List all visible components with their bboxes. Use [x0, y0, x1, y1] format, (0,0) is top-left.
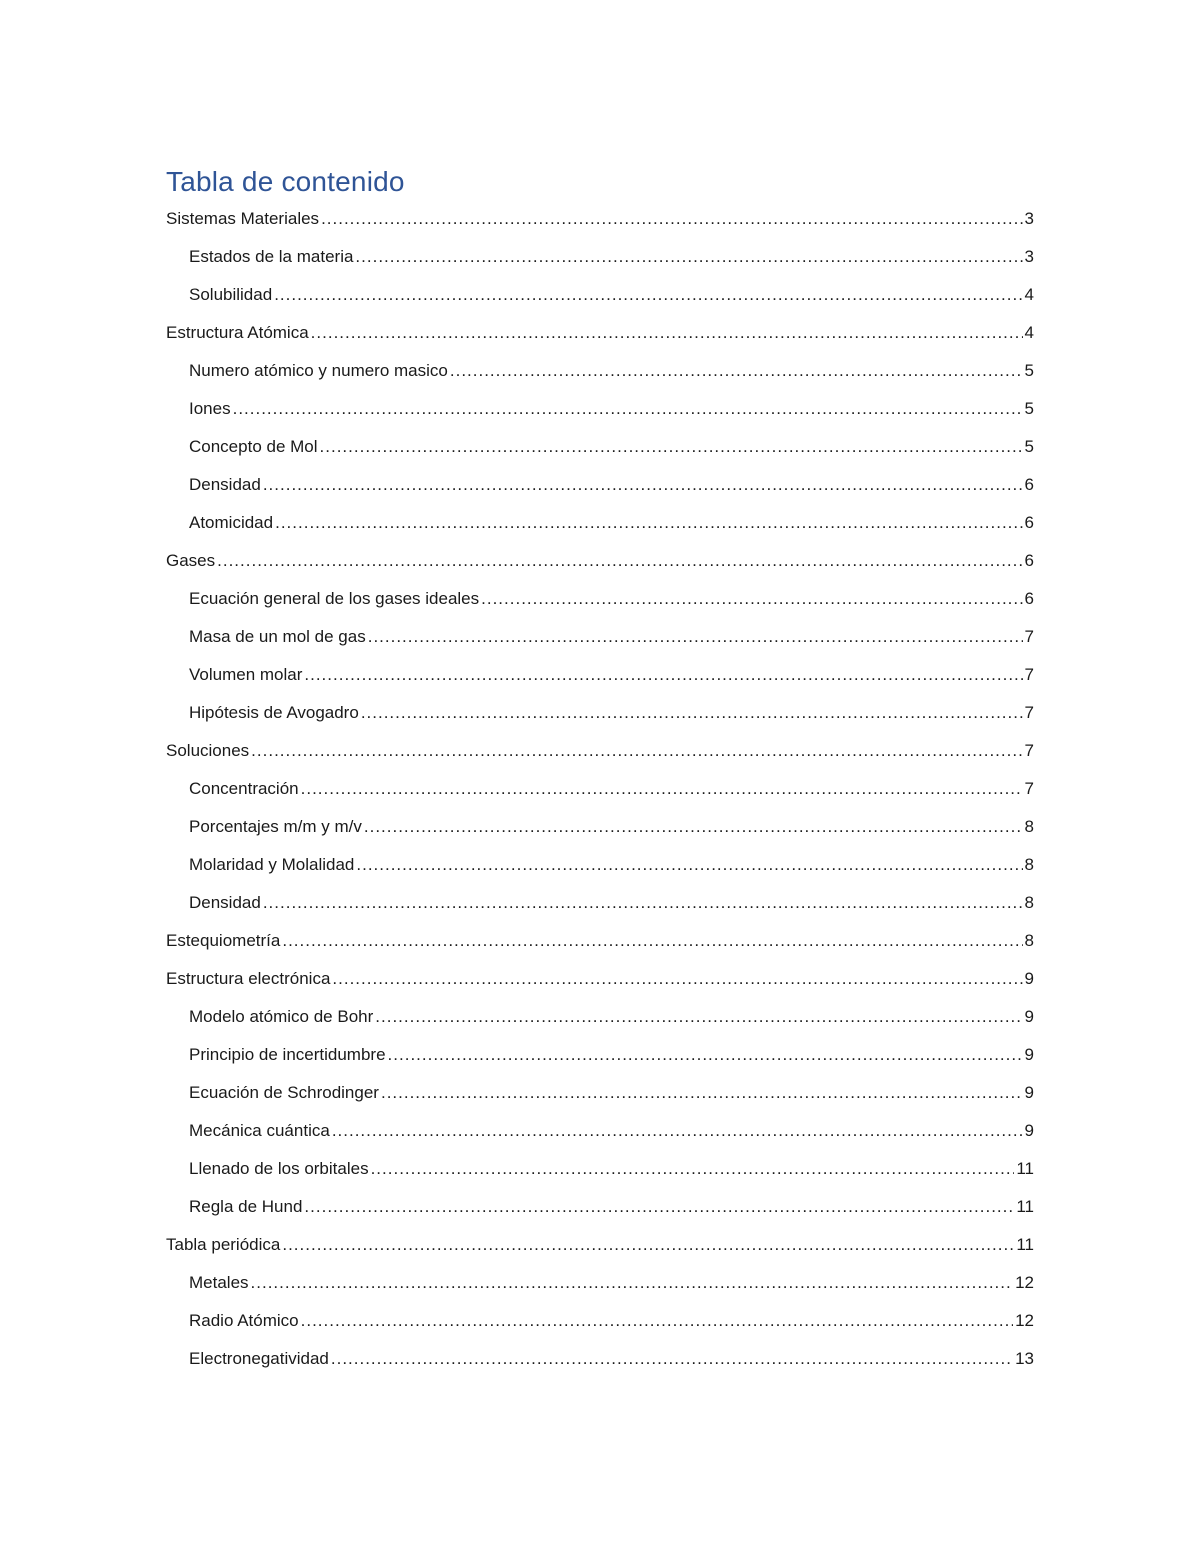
table-of-contents [166, 200, 1034, 1378]
toc-dot-leader [450, 352, 1023, 390]
toc-entry-label[interactable]: Masa de un mol de gas [189, 627, 366, 646]
toc-entry-subsection[interactable] [166, 466, 1034, 504]
toc-dot-leader [274, 276, 1022, 314]
toc-dot-leader [217, 542, 1022, 580]
toc-entry-subsection[interactable] [166, 1340, 1034, 1378]
toc-entry-section[interactable] [166, 922, 1034, 960]
toc-page-number[interactable]: 6 [1024, 513, 1034, 532]
toc-dot-leader [275, 504, 1022, 542]
toc-entry-label[interactable]: Modelo atómico de Bohr [189, 1007, 374, 1026]
toc-entry-label[interactable]: Regla de Hund [189, 1197, 303, 1216]
toc-entry-subsection[interactable] [166, 656, 1034, 694]
toc-page-number[interactable]: 3 [1024, 247, 1034, 266]
toc-page-number[interactable]: 8 [1024, 855, 1034, 874]
toc-entry-label[interactable]: Estados de la materia [189, 247, 354, 266]
toc-entry-subsection[interactable] [166, 580, 1034, 618]
toc-entry-subsection[interactable] [166, 1150, 1034, 1188]
toc-entry-label[interactable]: Metales [189, 1273, 249, 1292]
toc-entry-label[interactable]: Concentración [189, 779, 299, 798]
toc-entry-label[interactable]: Mecánica cuántica [189, 1121, 330, 1140]
toc-dot-leader [368, 618, 1023, 656]
toc-entry-subsection[interactable] [166, 1188, 1034, 1226]
toc-entry-subsection[interactable] [166, 352, 1034, 390]
toc-dot-leader [282, 1226, 1014, 1264]
toc-entry-label[interactable]: Molaridad y Molalidad [189, 855, 355, 874]
toc-dot-leader [304, 1188, 1014, 1226]
toc-page-number[interactable]: 11 [1016, 1197, 1034, 1216]
toc-page-number[interactable]: 6 [1024, 475, 1034, 494]
toc-dot-leader [388, 1036, 1023, 1074]
toc-entry-label[interactable]: Numero atómico y numero masico [189, 361, 448, 380]
toc-entry-label[interactable]: Principio de incertidumbre [189, 1045, 386, 1064]
toc-entry-label[interactable]: Llenado de los orbitales [189, 1159, 369, 1178]
toc-entry-subsection[interactable] [166, 694, 1034, 732]
toc-page-number[interactable]: 7 [1024, 665, 1034, 684]
toc-entry-subsection[interactable] [166, 390, 1034, 428]
toc-page-number[interactable]: 12 [1015, 1311, 1034, 1330]
toc-page-number[interactable]: 11 [1016, 1235, 1034, 1254]
page-title: Tabla de contenido [166, 166, 405, 197]
toc-entry-label[interactable]: Electronegatividad [189, 1349, 329, 1368]
toc-dot-leader [364, 808, 1023, 846]
toc-entry-section[interactable] [166, 960, 1034, 998]
toc-entry-section[interactable] [166, 314, 1034, 352]
toc-entry-section[interactable] [166, 1226, 1034, 1264]
toc-dot-leader [375, 998, 1022, 1036]
toc-dot-leader [233, 390, 1023, 428]
toc-dot-leader [321, 200, 1022, 238]
toc-entry-subsection[interactable] [166, 808, 1034, 846]
toc-page-number[interactable]: 6 [1024, 589, 1034, 608]
toc-page-number[interactable]: 9 [1024, 1121, 1034, 1140]
toc-dot-leader [263, 884, 1023, 922]
toc-dot-leader [332, 960, 1022, 998]
toc-entry-subsection[interactable] [166, 1302, 1034, 1340]
toc-dot-leader [356, 846, 1022, 884]
toc-entry-subsection[interactable] [166, 998, 1034, 1036]
toc-entry-section[interactable] [166, 200, 1034, 238]
toc-entry-label[interactable]: Solubilidad [189, 285, 273, 304]
toc-page-number[interactable]: 7 [1024, 779, 1034, 798]
toc-dot-leader [481, 580, 1022, 618]
toc-entry-subsection[interactable] [166, 1264, 1034, 1302]
toc-entry-label[interactable]: Estructura electrónica [166, 969, 331, 988]
toc-page-number[interactable]: 8 [1024, 893, 1034, 912]
toc-entry-label[interactable]: Volumen molar [189, 665, 303, 684]
toc-page-number[interactable]: 5 [1024, 361, 1034, 380]
toc-entry-label[interactable]: Iones [189, 399, 231, 418]
toc-entry-label[interactable]: Soluciones [166, 741, 250, 760]
toc-entry-subsection[interactable] [166, 1036, 1034, 1074]
toc-entry-label[interactable]: Sistemas Materiales [166, 209, 320, 228]
toc-entry-subsection[interactable] [166, 618, 1034, 656]
toc-page-number[interactable]: 7 [1024, 703, 1034, 722]
toc-page-number[interactable]: 9 [1024, 969, 1034, 988]
toc-entry-subsection[interactable] [166, 276, 1034, 314]
toc-entry-subsection[interactable] [166, 238, 1034, 276]
toc-entry-label[interactable]: Hipótesis de Avogadro [189, 703, 359, 722]
toc-page-number[interactable]: 9 [1024, 1007, 1034, 1026]
toc-entry-label[interactable]: Porcentajes m/m y m/v [189, 817, 362, 836]
toc-dot-leader [263, 466, 1023, 504]
toc-page-number[interactable]: 13 [1015, 1349, 1034, 1368]
toc-entry-label[interactable]: Gases [166, 551, 216, 570]
toc-entry-subsection[interactable] [166, 770, 1034, 808]
toc-entry-section[interactable] [166, 732, 1034, 770]
toc-entry-subsection[interactable] [166, 846, 1034, 884]
toc-dot-leader [331, 1340, 1013, 1378]
toc-dot-leader [320, 428, 1023, 466]
toc-dot-leader [355, 238, 1022, 276]
toc-dot-leader [311, 314, 1023, 352]
toc-entry-label[interactable]: Densidad [189, 893, 261, 912]
toc-page-number[interactable]: 3 [1024, 209, 1034, 228]
toc-page-number[interactable]: 4 [1024, 323, 1034, 342]
toc-page-number[interactable]: 5 [1024, 437, 1034, 456]
toc-entry-label[interactable]: Estructura Atómica [166, 323, 309, 342]
toc-dot-leader [282, 922, 1022, 960]
toc-entry-subsection[interactable] [166, 428, 1034, 466]
toc-dot-leader [381, 1074, 1023, 1112]
toc-page-number[interactable]: 9 [1024, 1045, 1034, 1064]
toc-entry-label[interactable]: Ecuación de Schrodinger [189, 1083, 379, 1102]
toc-dot-leader [361, 694, 1023, 732]
toc-page-number[interactable]: 7 [1024, 627, 1034, 646]
toc-page-number[interactable]: 8 [1024, 931, 1034, 950]
toc-entry-label[interactable]: Ecuación general de los gases ideales [189, 589, 480, 608]
toc-entry-label[interactable]: Densidad [189, 475, 261, 494]
toc-dot-leader [251, 1264, 1014, 1302]
toc-entry-subsection[interactable] [166, 504, 1034, 542]
toc-dot-leader [301, 770, 1023, 808]
toc-entry-label[interactable]: Estequiometría [166, 931, 281, 950]
toc-page-number[interactable]: 4 [1024, 285, 1034, 304]
toc-entry-label[interactable]: Tabla periódica [166, 1235, 281, 1254]
toc-dot-leader [371, 1150, 1015, 1188]
toc-page-number[interactable]: 12 [1015, 1273, 1034, 1292]
toc-dot-leader [332, 1112, 1023, 1150]
toc-page-number[interactable]: 7 [1024, 741, 1034, 760]
toc-entry-label[interactable]: Atomicidad [189, 513, 274, 532]
toc-dot-leader [301, 1302, 1013, 1340]
toc-entry-label[interactable]: Concepto de Mol [189, 437, 318, 456]
toc-entry-subsection[interactable] [166, 884, 1034, 922]
toc-page-number[interactable]: 11 [1016, 1159, 1034, 1178]
toc-entry-subsection[interactable] [166, 1074, 1034, 1112]
toc-page-number[interactable]: 5 [1024, 399, 1034, 418]
toc-page-number[interactable]: 8 [1024, 817, 1034, 836]
toc-entry-section[interactable] [166, 542, 1034, 580]
toc-page-number[interactable]: 6 [1024, 551, 1034, 570]
toc-dot-leader [304, 656, 1022, 694]
toc-dot-leader [251, 732, 1022, 770]
toc-page-number[interactable]: 9 [1024, 1083, 1034, 1102]
toc-entry-subsection[interactable] [166, 1112, 1034, 1150]
toc-entry-label[interactable]: Radio Atómico [189, 1311, 299, 1330]
